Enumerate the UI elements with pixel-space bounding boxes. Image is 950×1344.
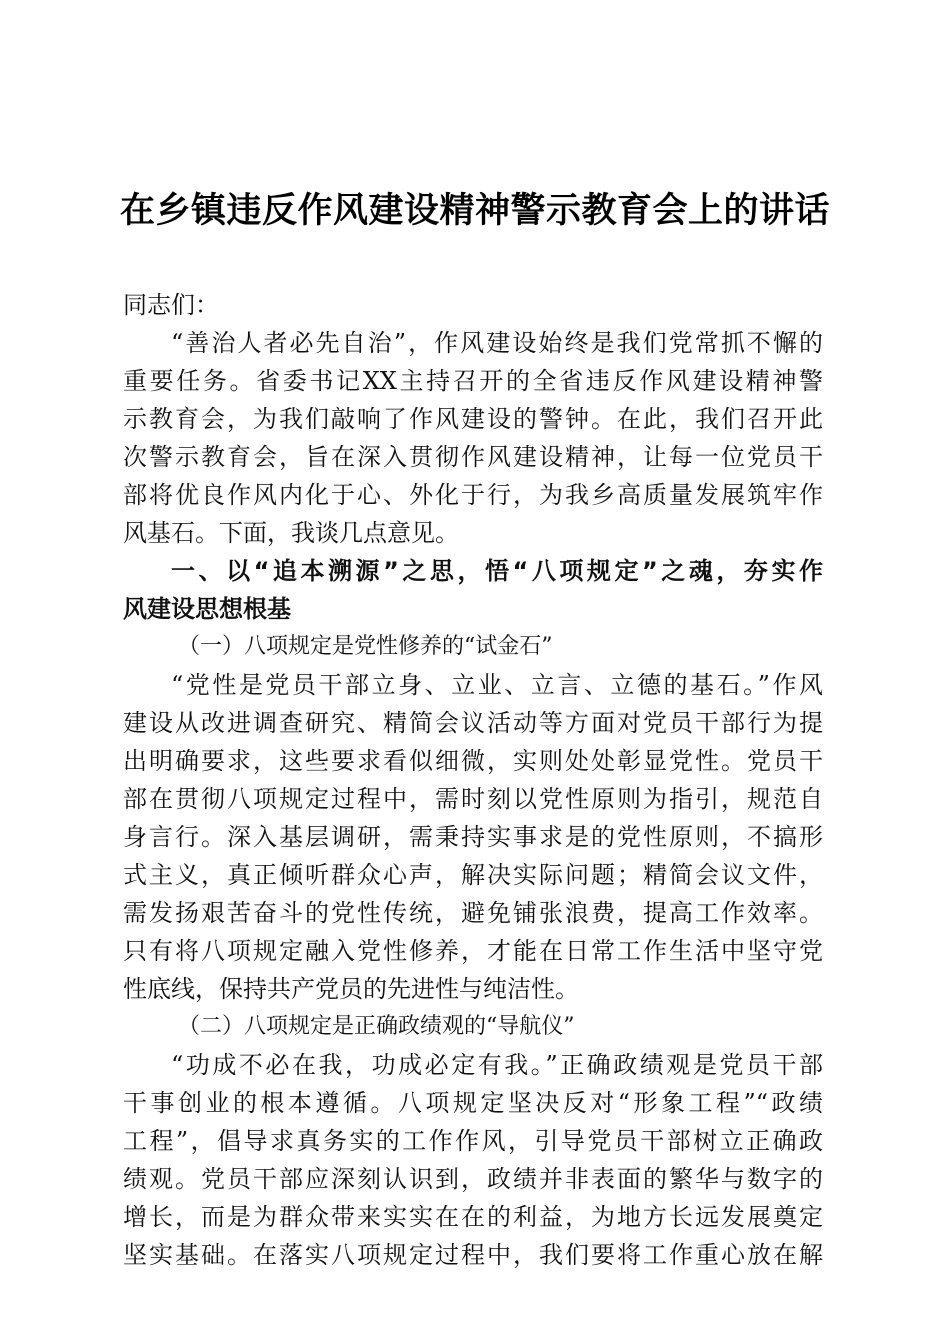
paragraph-line: 坚实基础。在落实八项规定过程中，我们要将工作重心放在解	[123, 1241, 823, 1269]
paragraph-line: 需发扬艰苦奋斗的党性传统，避免铺张浪费，提高工作效率。	[123, 899, 823, 927]
paragraph-line: 部在贯彻八项规定过程中，需时刻以党性原则为指引，规范自	[123, 785, 823, 813]
paragraph-line: 式主义，真正倾听群众心声，解决实际问题；精简会议文件，	[123, 861, 823, 889]
section-heading: 一、以“追本溯源”之思，悟“八项规定”之魂，夯实作	[171, 557, 823, 585]
paragraph-line: 示教育会，为我们敲响了作风建设的警钟。在此，我们召开此	[123, 405, 823, 433]
subsection-heading: （一）八项规定是党性修养的“试金石”	[178, 634, 553, 659]
page-title: 在乡镇违反作风建设精神警示教育会上的讲话	[119, 191, 830, 231]
salutation: 同志们：	[123, 291, 219, 319]
paragraph-line: 干事创业的根本遵循。八项规定坚决反对“形象工程”“政绩	[123, 1089, 823, 1117]
paragraph-line: 身言行。深入基层调研，需秉持实事求是的党性原则，不搞形	[123, 823, 823, 851]
paragraph-line: 风基石。下面，我谈几点意见。	[123, 519, 459, 547]
paragraph-line: 重要任务。省委书记XX主持召开的全省违反作风建设精神警	[123, 367, 823, 395]
paragraph-line: 次警示教育会，旨在深入贯彻作风建设精神，让每一位党员干	[123, 443, 823, 471]
paragraph-line: “功成不必在我，功成必定有我。”正确政绩观是党员干部	[171, 1051, 823, 1079]
paragraph-line: 增长，而是为群众带来实实在在的利益，为地方长远发展奠定	[123, 1203, 823, 1231]
subsection-heading: （二）八项规定是正确政绩观的“导航仪”	[178, 1014, 575, 1039]
section-heading: 风建设思想根基	[123, 595, 291, 623]
paragraph-line: 建设从改进调查研究、精简会议活动等方面对党员干部行为提	[123, 709, 823, 737]
paragraph-line: 只有将八项规定融入党性修养，才能在日常工作生活中坚守党	[123, 937, 823, 965]
paragraph-line: 出明确要求，这些要求看似细微，实则处处彰显党性。党员干	[123, 747, 823, 775]
paragraph-line: “党性是党员干部立身、立业、立言、立德的基石。”作风	[171, 671, 823, 699]
paragraph-line: 性底线，保持共产党员的先进性与纯洁性。	[123, 975, 579, 1003]
paragraph-line: 部将优良作风内化于心、外化于行，为我乡高质量发展筑牢作	[123, 481, 823, 509]
document-body	[123, 286, 823, 1274]
paragraph-line: 绩观。党员干部应深刻认识到，政绩并非表面的繁华与数字的	[123, 1165, 823, 1193]
paragraph-line: 工程”，倡导求真务实的工作作风，引导党员干部树立正确政	[123, 1127, 823, 1155]
paragraph-line: “善治人者必先自治”，作风建设始终是我们党常抓不懈的	[171, 329, 823, 357]
